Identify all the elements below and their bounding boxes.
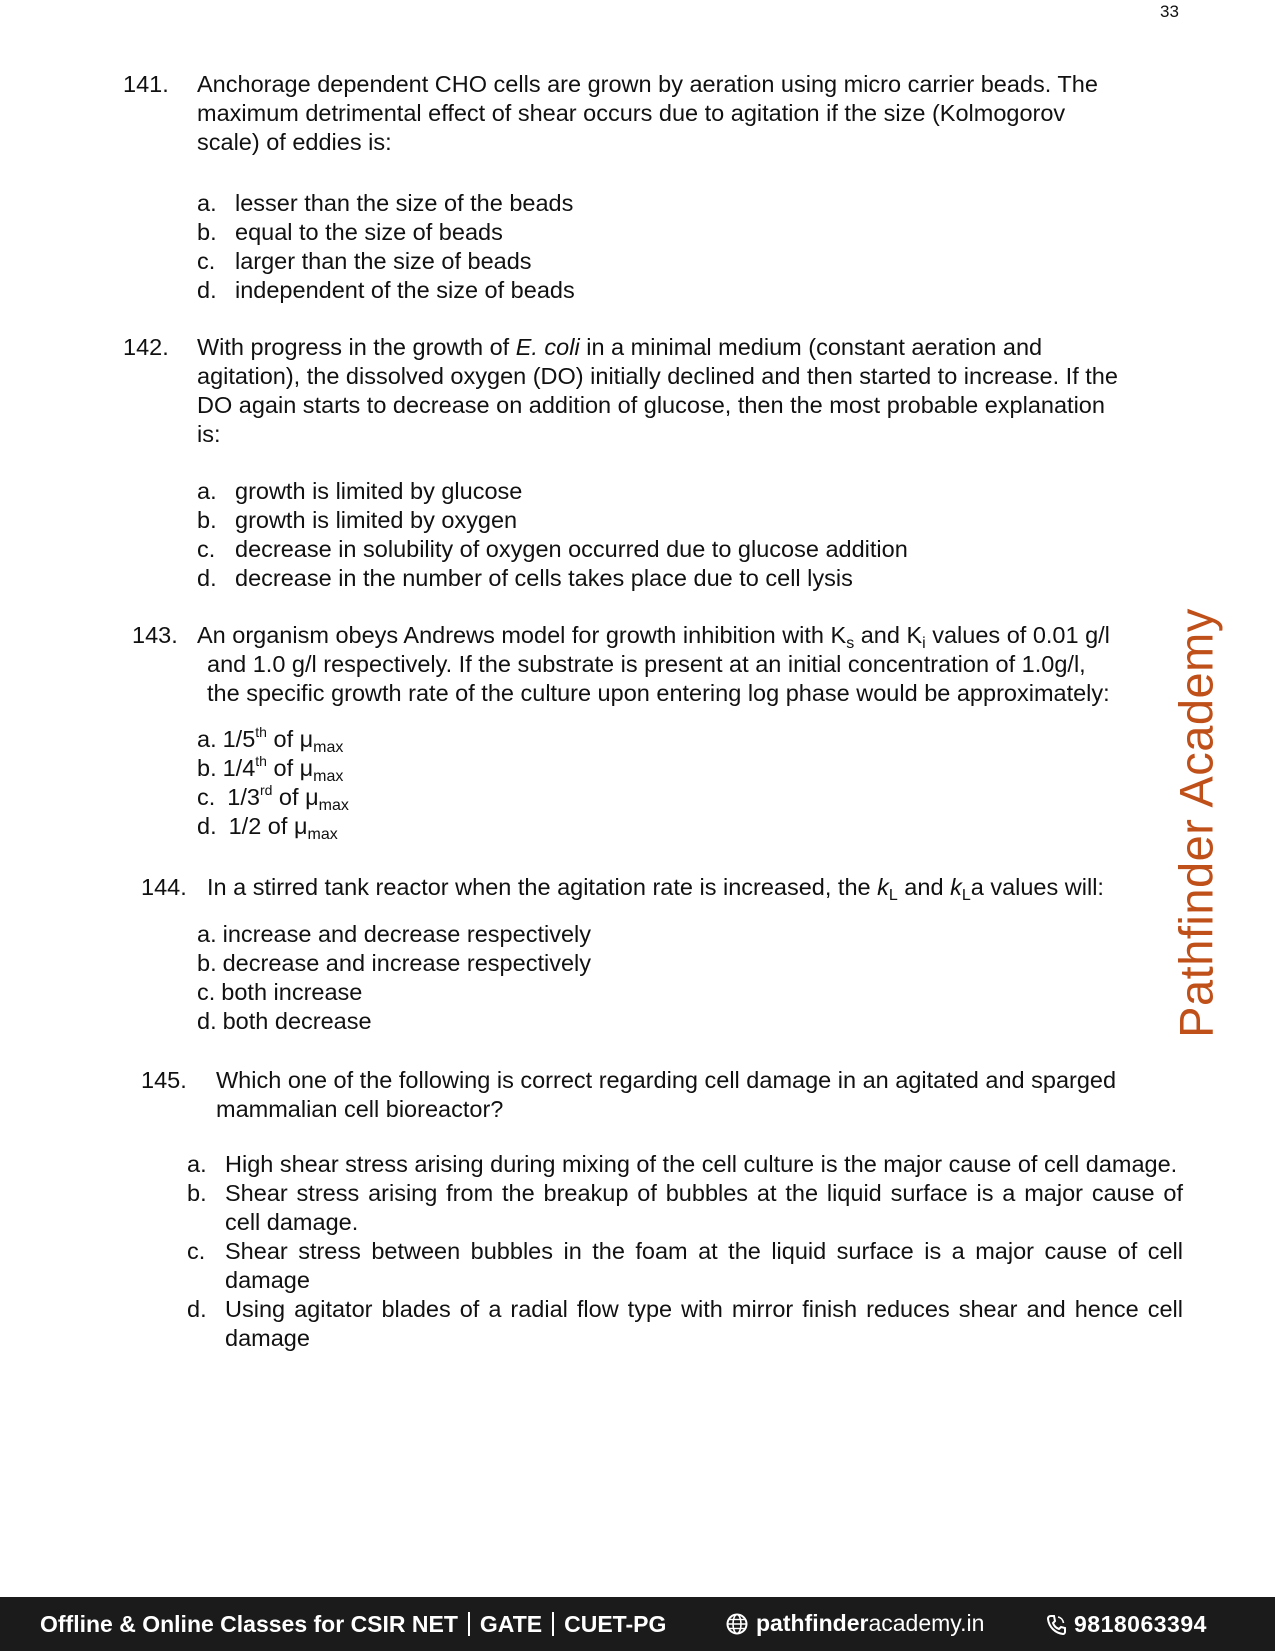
options-141 bbox=[197, 189, 575, 305]
option-d: d. decrease in the number of cells takes place due to cell lysis bbox=[197, 565, 853, 591]
question-stem: With progress in the growth of E. coli in a minimal medium (constant aeration and agitation), the dissolved oxygen (DO) initially declined and then started to increase. If the DO again starts to decrease on addition of glucose, then the most probable explanation is: bbox=[197, 334, 1118, 447]
question-stem: An organism obeys Andrews model for growth inhibition with $K_s$ and $K_i$ values of 0.01 g/l and 1.0 g/l respectively. If the substrate is present at an initial concentration of 1.0g/l, the specific growth rate of the culture upon entering log phase would be approximately: bbox=[197, 622, 1110, 706]
option-b: b. growth is limited by oxygen bbox=[197, 507, 518, 533]
watermark: Pathfinder Academy bbox=[1169, 608, 1223, 1038]
option-b: b. Shear stress arising from the breakup of bubbles at the liquid surface is a major cause of cell damage. bbox=[187, 1180, 1183, 1235]
globe-icon bbox=[726, 1613, 748, 1635]
option-b: b. equal to the size of beads bbox=[197, 219, 503, 245]
option-c: c. decrease in solubility of oxygen occurred due to glucose addition bbox=[197, 536, 908, 562]
question-stem: Which one of the following is correct regarding cell damage in an agitated and sparged mammalian cell bioreactor? bbox=[216, 1067, 1117, 1122]
footer-website[interactable]: pathfinderacademy.in bbox=[726, 1610, 984, 1637]
option-c: c. 1/3rd of $\mu_{max}$ bbox=[197, 782, 349, 814]
option-d: d. Using agitator blades of a radial flow type with mirror finish reduces shear and hence cell damage bbox=[187, 1296, 1183, 1351]
option-a: a. increase and decrease respectively bbox=[197, 921, 591, 947]
option-c: c. larger than the size of beads bbox=[197, 248, 532, 274]
divider bbox=[552, 1612, 554, 1636]
question-number: 143. bbox=[132, 622, 178, 648]
options-145 bbox=[187, 1150, 1183, 1353]
option-d: d. 1/2 of $\mu_{max}$ bbox=[197, 813, 338, 843]
option-a: a. growth is limited by glucose bbox=[197, 478, 523, 504]
question-stem: Anchorage dependent CHO cells are grown by aeration using micro carrier beads. The maximum detrimental effect of shear occurs due to agitation if the size (Kolmogorov scale) of eddies is: bbox=[197, 71, 1098, 155]
option-d: d. both decrease bbox=[197, 1008, 372, 1034]
option-b: b. 1/4th of $\mu_{max}$ bbox=[197, 753, 344, 785]
divider bbox=[468, 1612, 470, 1636]
question-stem: In a stirred tank reactor when the agitation rate is increased, the $k_L$ and $k_La$ values will: bbox=[207, 874, 1104, 904]
options-144 bbox=[197, 920, 591, 1036]
option-a: a. High shear stress arising during mixing of the cell culture is the major cause of cell damage. bbox=[187, 1151, 1178, 1177]
question-number: 145. bbox=[141, 1067, 187, 1093]
option-c: c. both increase bbox=[197, 979, 363, 1005]
option-d: d. independent of the size of beads bbox=[197, 277, 575, 303]
option-a: a. lesser than the size of the beads bbox=[197, 190, 574, 216]
option-c: c. Shear stress between bubbles in the foam at the liquid surface is a major cause of cell damage bbox=[187, 1238, 1183, 1293]
options-142 bbox=[197, 477, 908, 593]
footer-phone[interactable]: 9818063394 bbox=[1046, 1611, 1207, 1638]
question-number: 142. bbox=[123, 334, 169, 360]
page-number: 33 bbox=[1160, 2, 1179, 21]
question-number: 144. bbox=[141, 874, 187, 900]
options-143 bbox=[197, 725, 349, 841]
option-b: b. decrease and increase respectively bbox=[197, 950, 591, 976]
phone-icon bbox=[1046, 1614, 1066, 1636]
footer-banner bbox=[0, 1597, 1275, 1651]
option-a: a. 1/5th of $\mu_{max}$ bbox=[197, 724, 344, 756]
question-number: 141. bbox=[123, 71, 169, 97]
footer-classes: Offline & Online Classes for CSIR NET GATE CUET-PG bbox=[40, 1611, 667, 1637]
